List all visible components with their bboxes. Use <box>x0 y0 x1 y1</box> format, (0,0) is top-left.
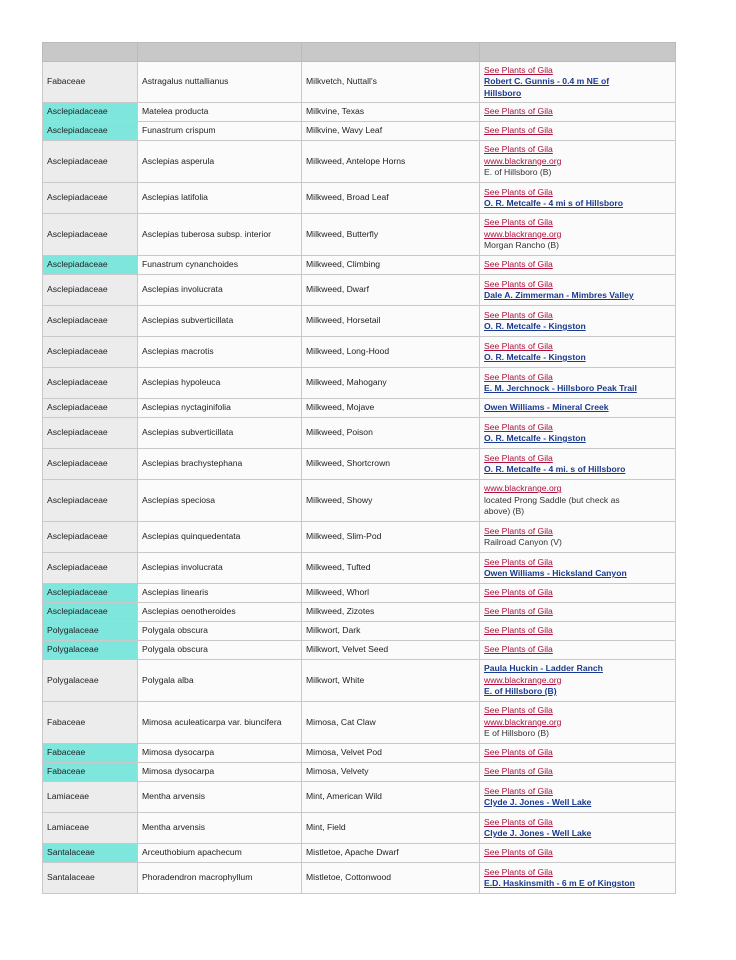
observer-link[interactable]: Dale A. Zimmerman - Mimbres Valley <box>484 290 634 300</box>
header-cell <box>302 43 480 62</box>
species-cell: Asclepias subverticillata <box>138 418 302 449</box>
species-cell: Asclepias asperula <box>138 141 302 183</box>
links-cell <box>480 763 676 782</box>
table-row <box>43 622 676 641</box>
table-row <box>43 641 676 660</box>
observer-link[interactable]: O. R. Metcalfe - Kingston <box>484 352 586 362</box>
links-cell <box>480 863 676 894</box>
common-name-cell: Milkweed, Tufted <box>302 553 480 584</box>
table-row <box>43 844 676 863</box>
family-cell: Asclepiadaceae <box>43 275 138 306</box>
table-row <box>43 256 676 275</box>
species-cell: Phoradendron macrophyllum <box>138 863 302 894</box>
plant-table <box>42 42 676 894</box>
links-cell <box>480 275 676 306</box>
observer-link[interactable]: E. of Hillsboro (B) <box>484 686 557 697</box>
family-cell: Asclepiadaceae <box>43 522 138 553</box>
plants-link[interactable]: See Plants of Gila <box>484 106 553 117</box>
common-name-cell: Milkweed, Broad Leaf <box>302 183 480 214</box>
table-row <box>43 214 676 256</box>
family-cell: Santalaceae <box>43 844 138 863</box>
links-cell <box>480 103 676 122</box>
observer-link[interactable]: O. R. Metcalfe - 4 mi s of Hillsboro <box>484 198 623 208</box>
family-cell: Fabaceae <box>43 62 138 103</box>
table-row <box>43 449 676 480</box>
plants-link[interactable]: See Plants of Gila <box>484 644 553 655</box>
species-cell: Mimosa dysocarpa <box>138 763 302 782</box>
family-cell: Asclepiadaceae <box>43 183 138 214</box>
common-name-cell: Mint, Field <box>302 813 480 844</box>
plants-link[interactable]: See Plants of Gila <box>484 705 553 716</box>
plants-link[interactable]: See Plants of Gila <box>484 144 553 155</box>
common-name-cell: Mistletoe, Cottonwood <box>302 863 480 894</box>
common-name-cell: Milkweed, Slim-Pod <box>302 522 480 553</box>
common-name-cell: Mimosa, Velvety <box>302 763 480 782</box>
species-cell: Polygala obscura <box>138 641 302 660</box>
species-cell: Asclepias subverticillata <box>138 306 302 337</box>
common-name-cell: Milkwort, Dark <box>302 622 480 641</box>
common-name-cell: Milkweed, Zizotes <box>302 603 480 622</box>
species-cell: Asclepias quinquedentata <box>138 522 302 553</box>
family-cell: Polygalaceae <box>43 641 138 660</box>
family-cell: Asclepiadaceae <box>43 103 138 122</box>
common-name-cell: Milkvetch, Nuttall's <box>302 62 480 103</box>
common-name-cell: Mimosa, Cat Claw <box>302 702 480 744</box>
plants-link[interactable]: See Plants of Gila <box>484 625 553 636</box>
common-name-cell: Milkwort, Velvet Seed <box>302 641 480 660</box>
table-row <box>43 337 676 368</box>
links-cell <box>480 449 676 480</box>
plants-link[interactable]: See Plants of Gila <box>484 217 553 228</box>
species-cell: Polygala alba <box>138 660 302 702</box>
observer-link[interactable]: Hillsboro <box>484 87 522 98</box>
plants-link[interactable]: See Plants of Gila <box>484 816 553 827</box>
plants-link[interactable]: See Plants of Gila <box>484 452 553 463</box>
plants-link[interactable]: See Plants of Gila <box>484 421 553 432</box>
species-cell: Asclepias oenotheroides <box>138 603 302 622</box>
plants-link[interactable]: www.blackrange.org <box>484 674 562 685</box>
plants-link[interactable]: www.blackrange.org <box>484 483 562 494</box>
plants-link[interactable]: See Plants of Gila <box>484 309 553 320</box>
species-cell: Asclepias nyctaginifolia <box>138 399 302 418</box>
table-row <box>43 553 676 584</box>
common-name-cell: Milkvine, Texas <box>302 103 480 122</box>
plants-link[interactable]: See Plants of Gila <box>484 125 553 136</box>
table-row <box>43 603 676 622</box>
common-name-cell: Mistletoe, Apache Dwarf <box>302 844 480 863</box>
family-cell: Fabaceae <box>43 744 138 763</box>
species-cell: Funastrum cynanchoides <box>138 256 302 275</box>
common-name-cell: Milkwort, White <box>302 660 480 702</box>
table-row <box>43 763 676 782</box>
observer-link[interactable]: Clyde J. Jones - Well Lake <box>484 797 592 807</box>
observer-link[interactable]: O. R. Metcalfe - 4 mi. s of Hillsboro <box>484 464 626 474</box>
common-name-cell: Milkweed, Antelope Horns <box>302 141 480 183</box>
observer-link[interactable]: Owen Williams - Mineral Creek <box>484 402 609 413</box>
observer-link[interactable]: E. M. Jerchnock - Hillsboro Peak Trail <box>484 383 637 393</box>
common-name-cell: Milkvine, Wavy Leaf <box>302 122 480 141</box>
plants-link[interactable]: See Plants of Gila <box>484 866 553 877</box>
common-name-cell: Milkweed, Shortcrown <box>302 449 480 480</box>
family-cell: Asclepiadaceae <box>43 141 138 183</box>
plants-link[interactable]: See Plants of Gila <box>484 587 553 598</box>
observer-link[interactable]: Owen Williams - Hicksland Canyon <box>484 568 627 578</box>
links-cell <box>480 744 676 763</box>
links-cell <box>480 480 676 522</box>
family-cell: Polygalaceae <box>43 622 138 641</box>
plants-link[interactable]: See Plants of Gila <box>484 525 553 536</box>
links-cell <box>480 141 676 183</box>
location-note: above) (B) <box>484 506 525 517</box>
family-cell: Asclepiadaceae <box>43 368 138 399</box>
links-cell <box>480 813 676 844</box>
family-cell: Asclepiadaceae <box>43 306 138 337</box>
family-cell: Asclepiadaceae <box>43 399 138 418</box>
table-row <box>43 183 676 214</box>
links-cell <box>480 553 676 584</box>
links-cell <box>480 337 676 368</box>
links-cell <box>480 702 676 744</box>
species-cell: Mentha arvensis <box>138 813 302 844</box>
family-cell: Fabaceae <box>43 763 138 782</box>
location-note: Railroad Canyon (V) <box>484 537 562 547</box>
observer-link[interactable]: Paula Huckin - Ladder Ranch <box>484 663 603 674</box>
location-note: E of Hillsboro (B) <box>484 728 549 739</box>
header-cell <box>43 43 138 62</box>
common-name-cell: Mint, American Wild <box>302 782 480 813</box>
species-cell: Astragalus nuttallianus <box>138 62 302 103</box>
table-row <box>43 141 676 183</box>
links-cell <box>480 62 676 103</box>
plants-link[interactable]: See Plants of Gila <box>484 186 553 197</box>
family-cell: Asclepiadaceae <box>43 214 138 256</box>
common-name-cell: Milkweed, Mojave <box>302 399 480 418</box>
common-name-cell: Milkweed, Long-Hood <box>302 337 480 368</box>
links-cell <box>480 368 676 399</box>
common-name-cell: Milkweed, Showy <box>302 480 480 522</box>
family-cell: Asclepiadaceae <box>43 256 138 275</box>
family-cell: Polygalaceae <box>43 660 138 702</box>
common-name-cell: Milkweed, Butterfly <box>302 214 480 256</box>
species-cell: Polygala obscura <box>138 622 302 641</box>
plants-link[interactable]: www.blackrange.org <box>484 228 562 239</box>
family-cell: Asclepiadaceae <box>43 122 138 141</box>
plants-link[interactable]: See Plants of Gila <box>484 259 553 270</box>
links-cell <box>480 641 676 660</box>
common-name-cell: Milkweed, Climbing <box>302 256 480 275</box>
header-cell <box>138 43 302 62</box>
links-cell <box>480 522 676 553</box>
species-cell: Asclepias linearis <box>138 584 302 603</box>
table-row <box>43 702 676 744</box>
observer-link[interactable]: O. R. Metcalfe - Kingston <box>484 321 586 331</box>
species-cell: Asclepias speciosa <box>138 480 302 522</box>
table-row <box>43 863 676 894</box>
location-note: E. of Hillsboro (B) <box>484 167 552 178</box>
family-cell: Asclepiadaceae <box>43 480 138 522</box>
links-cell <box>480 622 676 641</box>
family-cell: Asclepiadaceae <box>43 337 138 368</box>
plants-link[interactable]: www.blackrange.org <box>484 155 562 166</box>
plants-link[interactable]: See Plants of Gila <box>484 371 553 382</box>
table-row <box>43 399 676 418</box>
species-cell: Asclepias involucrata <box>138 275 302 306</box>
species-cell: Mentha arvensis <box>138 782 302 813</box>
family-cell: Fabaceae <box>43 702 138 744</box>
species-cell: Arceuthobium apachecum <box>138 844 302 863</box>
location-note: Morgan Rancho (B) <box>484 240 559 251</box>
links-cell <box>480 584 676 603</box>
species-cell: Mimosa dysocarpa <box>138 744 302 763</box>
family-cell: Santalaceae <box>43 863 138 894</box>
table-row <box>43 522 676 553</box>
plants-link[interactable]: See Plants of Gila <box>484 278 553 289</box>
observer-link[interactable]: E.D. Haskinsmith - 6 m E of Kingston <box>484 878 635 888</box>
common-name-cell: Milkweed, Whorl <box>302 584 480 603</box>
family-cell: Asclepiadaceae <box>43 449 138 480</box>
links-cell <box>480 122 676 141</box>
common-name-cell: Milkweed, Mahogany <box>302 368 480 399</box>
table-body <box>43 62 676 894</box>
table-row <box>43 782 676 813</box>
links-cell <box>480 603 676 622</box>
links-cell <box>480 214 676 256</box>
species-cell: Asclepias involucrata <box>138 553 302 584</box>
species-cell: Asclepias tuberosa subsp. interior <box>138 214 302 256</box>
common-name-cell: Mimosa, Velvet Pod <box>302 744 480 763</box>
links-cell <box>480 418 676 449</box>
plants-link[interactable]: See Plants of Gila <box>484 340 553 351</box>
table-row <box>43 275 676 306</box>
species-cell: Funastrum crispum <box>138 122 302 141</box>
links-cell <box>480 306 676 337</box>
species-cell: Asclepias hypoleuca <box>138 368 302 399</box>
plants-link[interactable]: See Plants of Gila <box>484 847 553 858</box>
species-cell: Asclepias latifolia <box>138 183 302 214</box>
table-row <box>43 660 676 702</box>
table-row <box>43 122 676 141</box>
table-row <box>43 62 676 103</box>
table-row <box>43 368 676 399</box>
table-row <box>43 103 676 122</box>
table-row <box>43 480 676 522</box>
species-cell: Asclepias macrotis <box>138 337 302 368</box>
observer-link[interactable]: Clyde J. Jones - Well Lake <box>484 828 592 838</box>
family-cell: Asclepiadaceae <box>43 584 138 603</box>
table-row <box>43 744 676 763</box>
family-cell: Asclepiadaceae <box>43 603 138 622</box>
plants-link[interactable]: See Plants of Gila <box>484 747 553 758</box>
plants-link[interactable]: See Plants of Gila <box>484 606 553 617</box>
species-cell: Mimosa aculeaticarpa var. biuncifera <box>138 702 302 744</box>
family-cell: Lamiaceae <box>43 782 138 813</box>
plants-link[interactable]: www.blackrange.org <box>484 716 562 727</box>
observer-link[interactable]: Robert C. Gunnis - 0.4 m NE of <box>484 76 610 87</box>
common-name-cell: Milkweed, Horsetail <box>302 306 480 337</box>
table-row <box>43 306 676 337</box>
links-cell <box>480 183 676 214</box>
family-cell: Asclepiadaceae <box>43 418 138 449</box>
table-row <box>43 584 676 603</box>
table-row <box>43 418 676 449</box>
plants-link[interactable]: See Plants of Gila <box>484 785 553 796</box>
plants-link[interactable]: See Plants of Gila <box>484 766 553 777</box>
common-name-cell: Milkweed, Poison <box>302 418 480 449</box>
family-cell: Asclepiadaceae <box>43 553 138 584</box>
links-cell <box>480 660 676 702</box>
header-row <box>43 43 676 62</box>
links-cell <box>480 844 676 863</box>
links-cell <box>480 782 676 813</box>
table-row <box>43 813 676 844</box>
links-cell <box>480 399 676 418</box>
location-note: located Prong Saddle (but check as <box>484 494 620 505</box>
observer-link[interactable]: O. R. Metcalfe - Kingston <box>484 433 586 443</box>
species-cell: Asclepias brachystephana <box>138 449 302 480</box>
header-cell <box>480 43 676 62</box>
plants-link[interactable]: See Plants of Gila <box>484 64 553 75</box>
family-cell: Lamiaceae <box>43 813 138 844</box>
plants-link[interactable]: See Plants of Gila <box>484 556 553 567</box>
species-cell: Matelea producta <box>138 103 302 122</box>
links-cell <box>480 256 676 275</box>
common-name-cell: Milkweed, Dwarf <box>302 275 480 306</box>
